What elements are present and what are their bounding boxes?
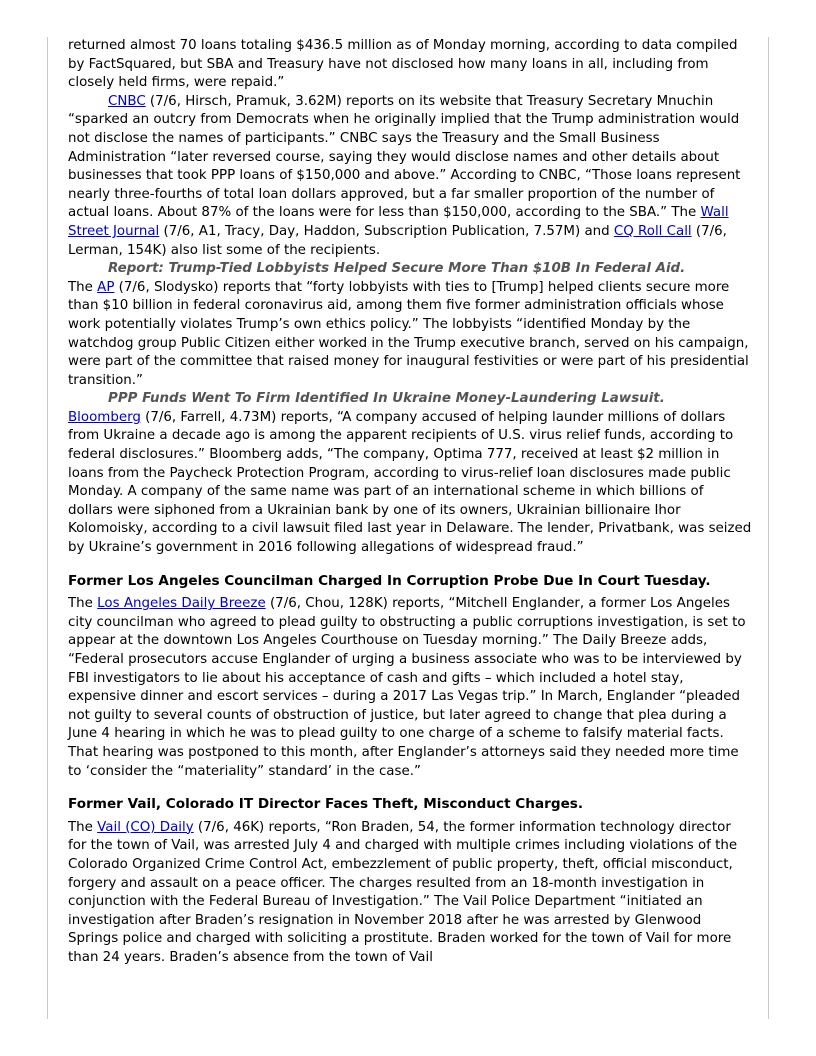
- text: (7/6, Slodysko) reports that “forty lobbyists with ties to [Trump] helped clients secure more than $10 billion in federal coronavirus aid, among them five former administration officials whose work potentially violates Trump’s own ethics policy.” The lobbyists “identified Monday by the watchdog group Public Citizen either worked in the Trump executive branch, served on his campaign, were part of the committee that raised money for inaugural festivities or were part of his presidential transition.”: [68, 279, 749, 388]
- link-bloomberg[interactable]: Bloomberg: [68, 409, 141, 425]
- link-cnbc[interactable]: CNBC: [108, 93, 146, 109]
- link-vail-daily[interactable]: Vail (CO) Daily: [97, 819, 194, 835]
- document-page: [68, 37, 752, 968]
- section-heading-vail: Former Vail, Colorado IT Director Faces Theft, Misconduct Charges.: [68, 796, 584, 813]
- text: The: [68, 596, 98, 612]
- text: (7/6, Lerman, 154K) also list some of the recipients.: [68, 223, 727, 258]
- link-ap[interactable]: AP: [97, 279, 115, 295]
- text: (7/6, Farrell, 4.73M) reports, “A company accused of helping launder millions of dollars from Ukraine a decade ago is among the apparent recipients of U.S. virus relief funds, according to federal disclosures.” Bloomberg adds, “The company, Optima 777, received at least $2 million in loans from the Paycheck Protection Program, according to virus-relief loan disclosures made public Monday. A company of the same name was part of an international scheme in which billions of dollars were siphoned from a Ukrainian bank by one of its owners, Ukrainian billionaire Ihor Kolomoisky, according to a civil lawsuit filed last year in Delaware. The lender, Privatbank, was seized by Ukraine’s government in 2016 following allegations of widespread fraud.”: [68, 409, 752, 556]
- subheading-text: Report: Trump-Tied Lobbyists Helped Secure More Than $10B In Federal Aid.: [108, 261, 686, 277]
- text: (7/6, Chou, 128K) reports, “Mitchell Englander, a former Los Angeles city councilman who agreed to plead guilty to obstructing a public corruptions investigation, is set to appear at the downtown Los Angeles Courthouse on Tuesday morning.” The Daily Breeze adds, “Federal prosecutors accuse Englander of urging a business associate who was to be interviewed by FBI investigators to lie about his acceptance of cash and gifts – which included a hotel stay, expensive dinner and escort services – during a 2017 Las Vegas trip.” In March, Englander “pleaded not guilty to several counts of obstruction of justice, but later agreed to change that plea during a June 4 hearing in which he was to plead guilty to one charge of a scheme to falsify material facts. That hearing was postponed to this month, after Englander’s attorneys said they needed more time to ‘consider the “materiality” standard’ in the case.”: [68, 596, 746, 779]
- text: (7/6, 46K) reports, “Ron Braden, 54, the former information technology director for the town of Vail, was arrested July 4 and charged with multiple crimes including violations of the Colorado Organized Crime Control Act, embezzlement of public property, theft, official misconduct, forgery and assault on a peace officer. The charges resulted from an 18-month investigation in conjunction with the Federal Bureau of Investigation.” The Vail Police Department “initiated an investigation after Braden’s resignation in November 2018 after he was arrested by Glenwood Springs police and charged with soliciting a prostitute. Braden worked for the town of Vail for more than 24 years. Braden’s absence from the town of Vail: [68, 819, 738, 965]
- paragraph-vail-daily: [68, 819, 752, 968]
- text: (7/6, Hirsch, Pramuk, 3.62M) reports on its website that Treasury Secretary Mnuchin “sparked an outcry from Democrats when he originally implied that the Trump administration would not disclose the names of participants.” CNBC says the Treasury and the Small Business Administration “later reversed course, saying they would disclose names and other details about businesses that took PPP loans of $150,000 and above.” According to CNBC, “Those loans represent nearly three-fourths of total loan dollars approved, but a far smaller proportion of the number of actual loans. About 87% of the loans were for less than $150,000, according to the SBA.” The: [68, 93, 741, 221]
- paragraph-daily-breeze: [68, 595, 752, 781]
- section-heading-los-angeles: Former Los Angeles Councilman Charged In Corruption Probe Due In Court Tuesday.: [68, 572, 711, 589]
- subheading-lobbyists: [68, 260, 752, 279]
- paragraph-bloomberg: [68, 409, 752, 558]
- right-margin-rule: [768, 37, 769, 1019]
- paragraph-continued: returned almost 70 loans totaling $436.5 million as of Monday morning, according to data compiled by FactSquared, but SBA and Treasury have not disclosed how many loans in all, including from closely held firms, were repaid.”: [68, 38, 738, 91]
- link-cq-roll-call[interactable]: CQ Roll Call: [613, 223, 692, 239]
- text: (7/6, A1, Tracy, Day, Haddon, Subscription Publication, 7.57M) and: [159, 223, 614, 239]
- subheading-ppp-ukraine: [68, 390, 752, 409]
- paragraph-cnbc: [68, 93, 752, 260]
- link-wall-street-journal[interactable]: Wall Street Journal: [68, 205, 729, 239]
- subheading-text: PPP Funds Went To Firm Identified In Ukraine Money-Laundering Lawsuit.: [108, 391, 665, 407]
- left-margin-rule: [47, 37, 48, 1019]
- paragraph-ap: [68, 279, 752, 391]
- text: The: [68, 819, 98, 835]
- text: The: [68, 279, 98, 295]
- link-los-angeles-daily-breeze[interactable]: Los Angeles Daily Breeze: [97, 596, 266, 612]
